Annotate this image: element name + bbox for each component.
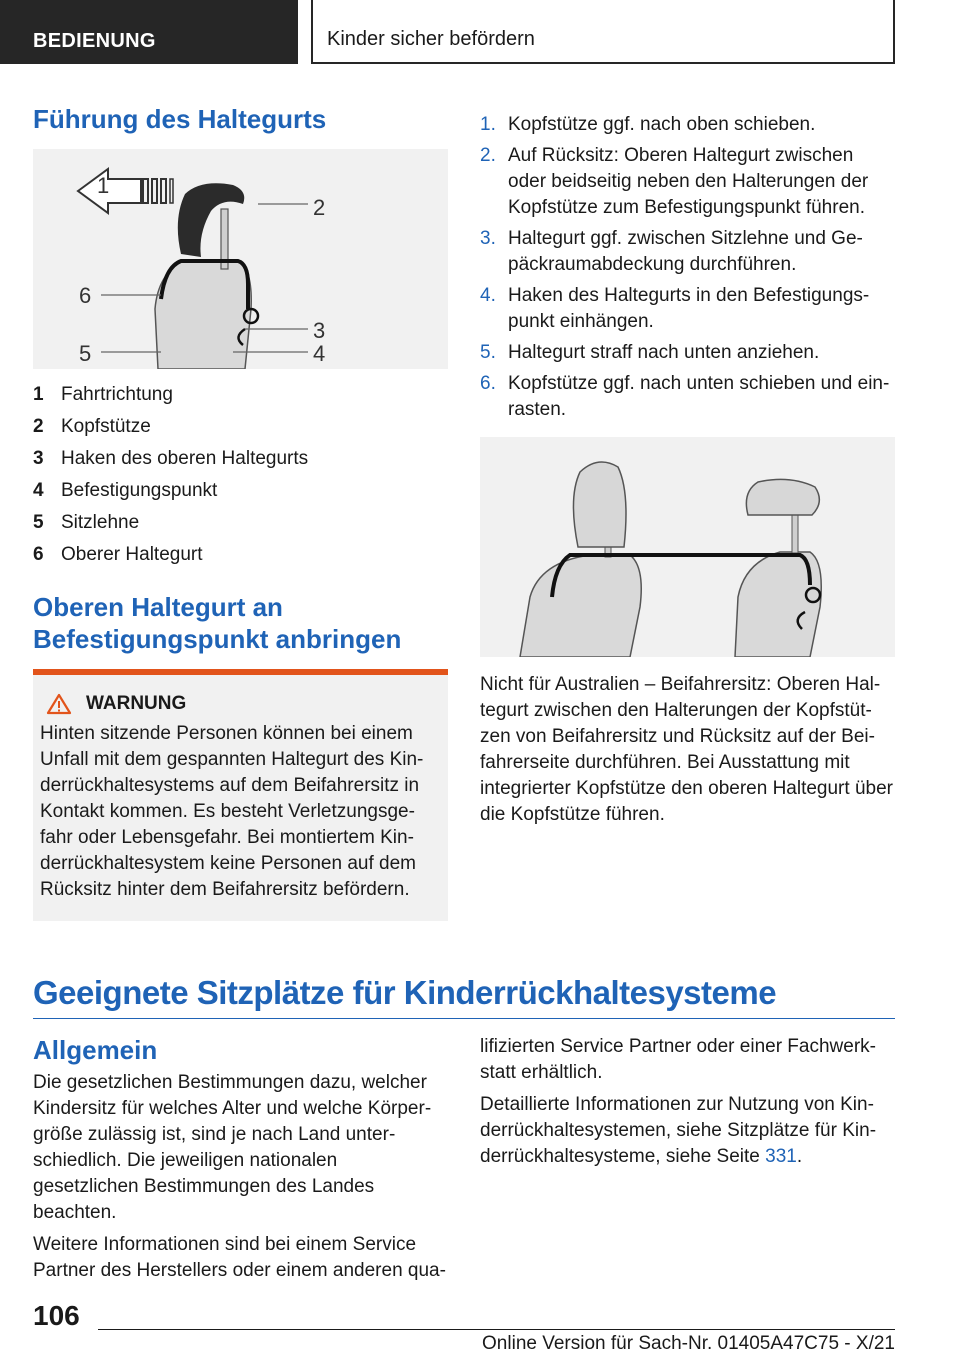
rear-headrest-shape [746, 479, 819, 515]
footer-version: Online Version für Sach-Nr. 01405A47C75 - X/21 [482, 1333, 895, 1354]
chapter-title: Kinder sicher befördern [311, 0, 895, 64]
step-item: 6. Kopfstütze ggf. nach unten schieben und einrasten. [480, 373, 890, 420]
title-divider [33, 1018, 895, 1019]
left-column [33, 103, 448, 921]
general-paragraph-2-cont: lifizierten Service Partner oder einer Fachwerkstatt erhältlich. [480, 1036, 876, 1083]
headrest-diagram-svg [33, 149, 448, 369]
callout-4: 4 [313, 341, 326, 366]
warning-box [33, 669, 448, 921]
legend-item: 1 Fahrtrichtung [33, 384, 173, 405]
legend-item: 4 Befestigungspunkt [33, 480, 218, 501]
callout-3: 3 [313, 318, 326, 343]
warning-text: Hinten sitzende Personen können bei einem Unfall mit dem gespannten Haltegurt des Kinderrückhaltesystems auf dem Beifahrersitz in Kontakt kommen. Es besteht Verletzungsgefahr oder Lebensgefahr. Bei montiertem Kinderrückhaltesystem keine Personen auf dem Rücksitz hinter dem Beifahrersitz befördern. [40, 723, 424, 900]
page-number: 106 [33, 1300, 80, 1331]
page-header [0, 0, 960, 66]
general-paragraph-1: Die gesetzlichen Bestimmungen dazu, welcher Kindersitz für welches Alter und welche Körpergröße zulässig ist, sind je nach Land unterschiedlich. Die jeweiligen nationalen gesetzlichen Bestimmungen des Landes beachten. [33, 1072, 432, 1223]
legend-item: 3 Haken des oberen Haltegurts [33, 448, 309, 469]
general-paragraph-2: Weitere Informationen sind bei einem Service Partner des Herstellers oder einem anderen qua- [33, 1234, 446, 1281]
section-title-guide: Führung des Haltegurts [33, 104, 327, 134]
section-title-seating: Geeignete Sitzplätze für Kinderrückhaltesysteme [33, 974, 777, 1011]
warning-heading: WARNUNG [46, 693, 440, 715]
seats-diagram-svg [480, 437, 895, 657]
callout-1: 1 [97, 173, 110, 198]
step-item: 3. Haltegurt ggf. zwischen Sitzlehne und Gepäckraumabdeckung durchführen. [480, 228, 863, 275]
step-item: 1. Kopfstütze ggf. nach oben schieben. [480, 114, 816, 135]
section2-left [33, 1034, 448, 1284]
section-tab: BEDIENUNG [0, 0, 298, 64]
section-title-attach: Oberen Haltegurt an Befestigungspunkt anbringen [33, 592, 402, 654]
instruction-steps [480, 112, 895, 423]
warning-triangle-icon [46, 693, 72, 715]
page-link-331[interactable]: 331 [765, 1146, 797, 1167]
general-paragraph-3: Detaillierte Informationen zur Nutzung von Kinderrückhaltesystemen, siehe Sitzplätze für Kinderrückhaltesysteme, siehe Seite 331. [480, 1094, 877, 1167]
headrest-diagram [33, 149, 448, 369]
callout-2: 2 [313, 195, 326, 220]
front-seat-shape [520, 555, 641, 657]
subsection-title-general: Allgemein [33, 1035, 158, 1065]
legend-item: 6 Oberer Haltegurt [33, 544, 203, 565]
callout-6: 6 [79, 283, 92, 308]
step-item: 2. Auf Rücksitz: Oberen Haltegurt zwischen oder beidseitig neben den Halterungen der Kopfstütze zum Befestigungspunkt führen. [480, 145, 869, 218]
direction-arrow-icon [78, 169, 141, 213]
front-headrest-shape [573, 462, 626, 547]
footer-divider [98, 1329, 895, 1330]
seat-back-shape [155, 261, 251, 369]
legend-item: 2 Kopfstütze [33, 416, 151, 437]
legend-item: 5 Sitzlehne [33, 512, 140, 533]
callout-5: 5 [79, 341, 92, 366]
headrest-shape [178, 183, 244, 257]
australia-note: Nicht für Australien – Beifahrersitz: Oberen Haltegurt zwischen den Halterungen der Kopfstützen von Beifahrersitz und Rücksitz auf der Beifahrerseite durchführen. Bei Ausstattung mit integrierter Kopfstütze den oberen Haltegurt über die Kopfstütze führen. [480, 674, 893, 825]
step-item: 4. Haken des Haltegurts in den Befestigungspunkt einhängen. [480, 285, 870, 332]
step-item: 5. Haltegurt straff nach unten anziehen. [480, 342, 820, 363]
seats-diagram [480, 437, 895, 657]
section2-right [480, 1034, 895, 1170]
right-column [480, 112, 895, 825]
figure-legend [33, 379, 448, 571]
